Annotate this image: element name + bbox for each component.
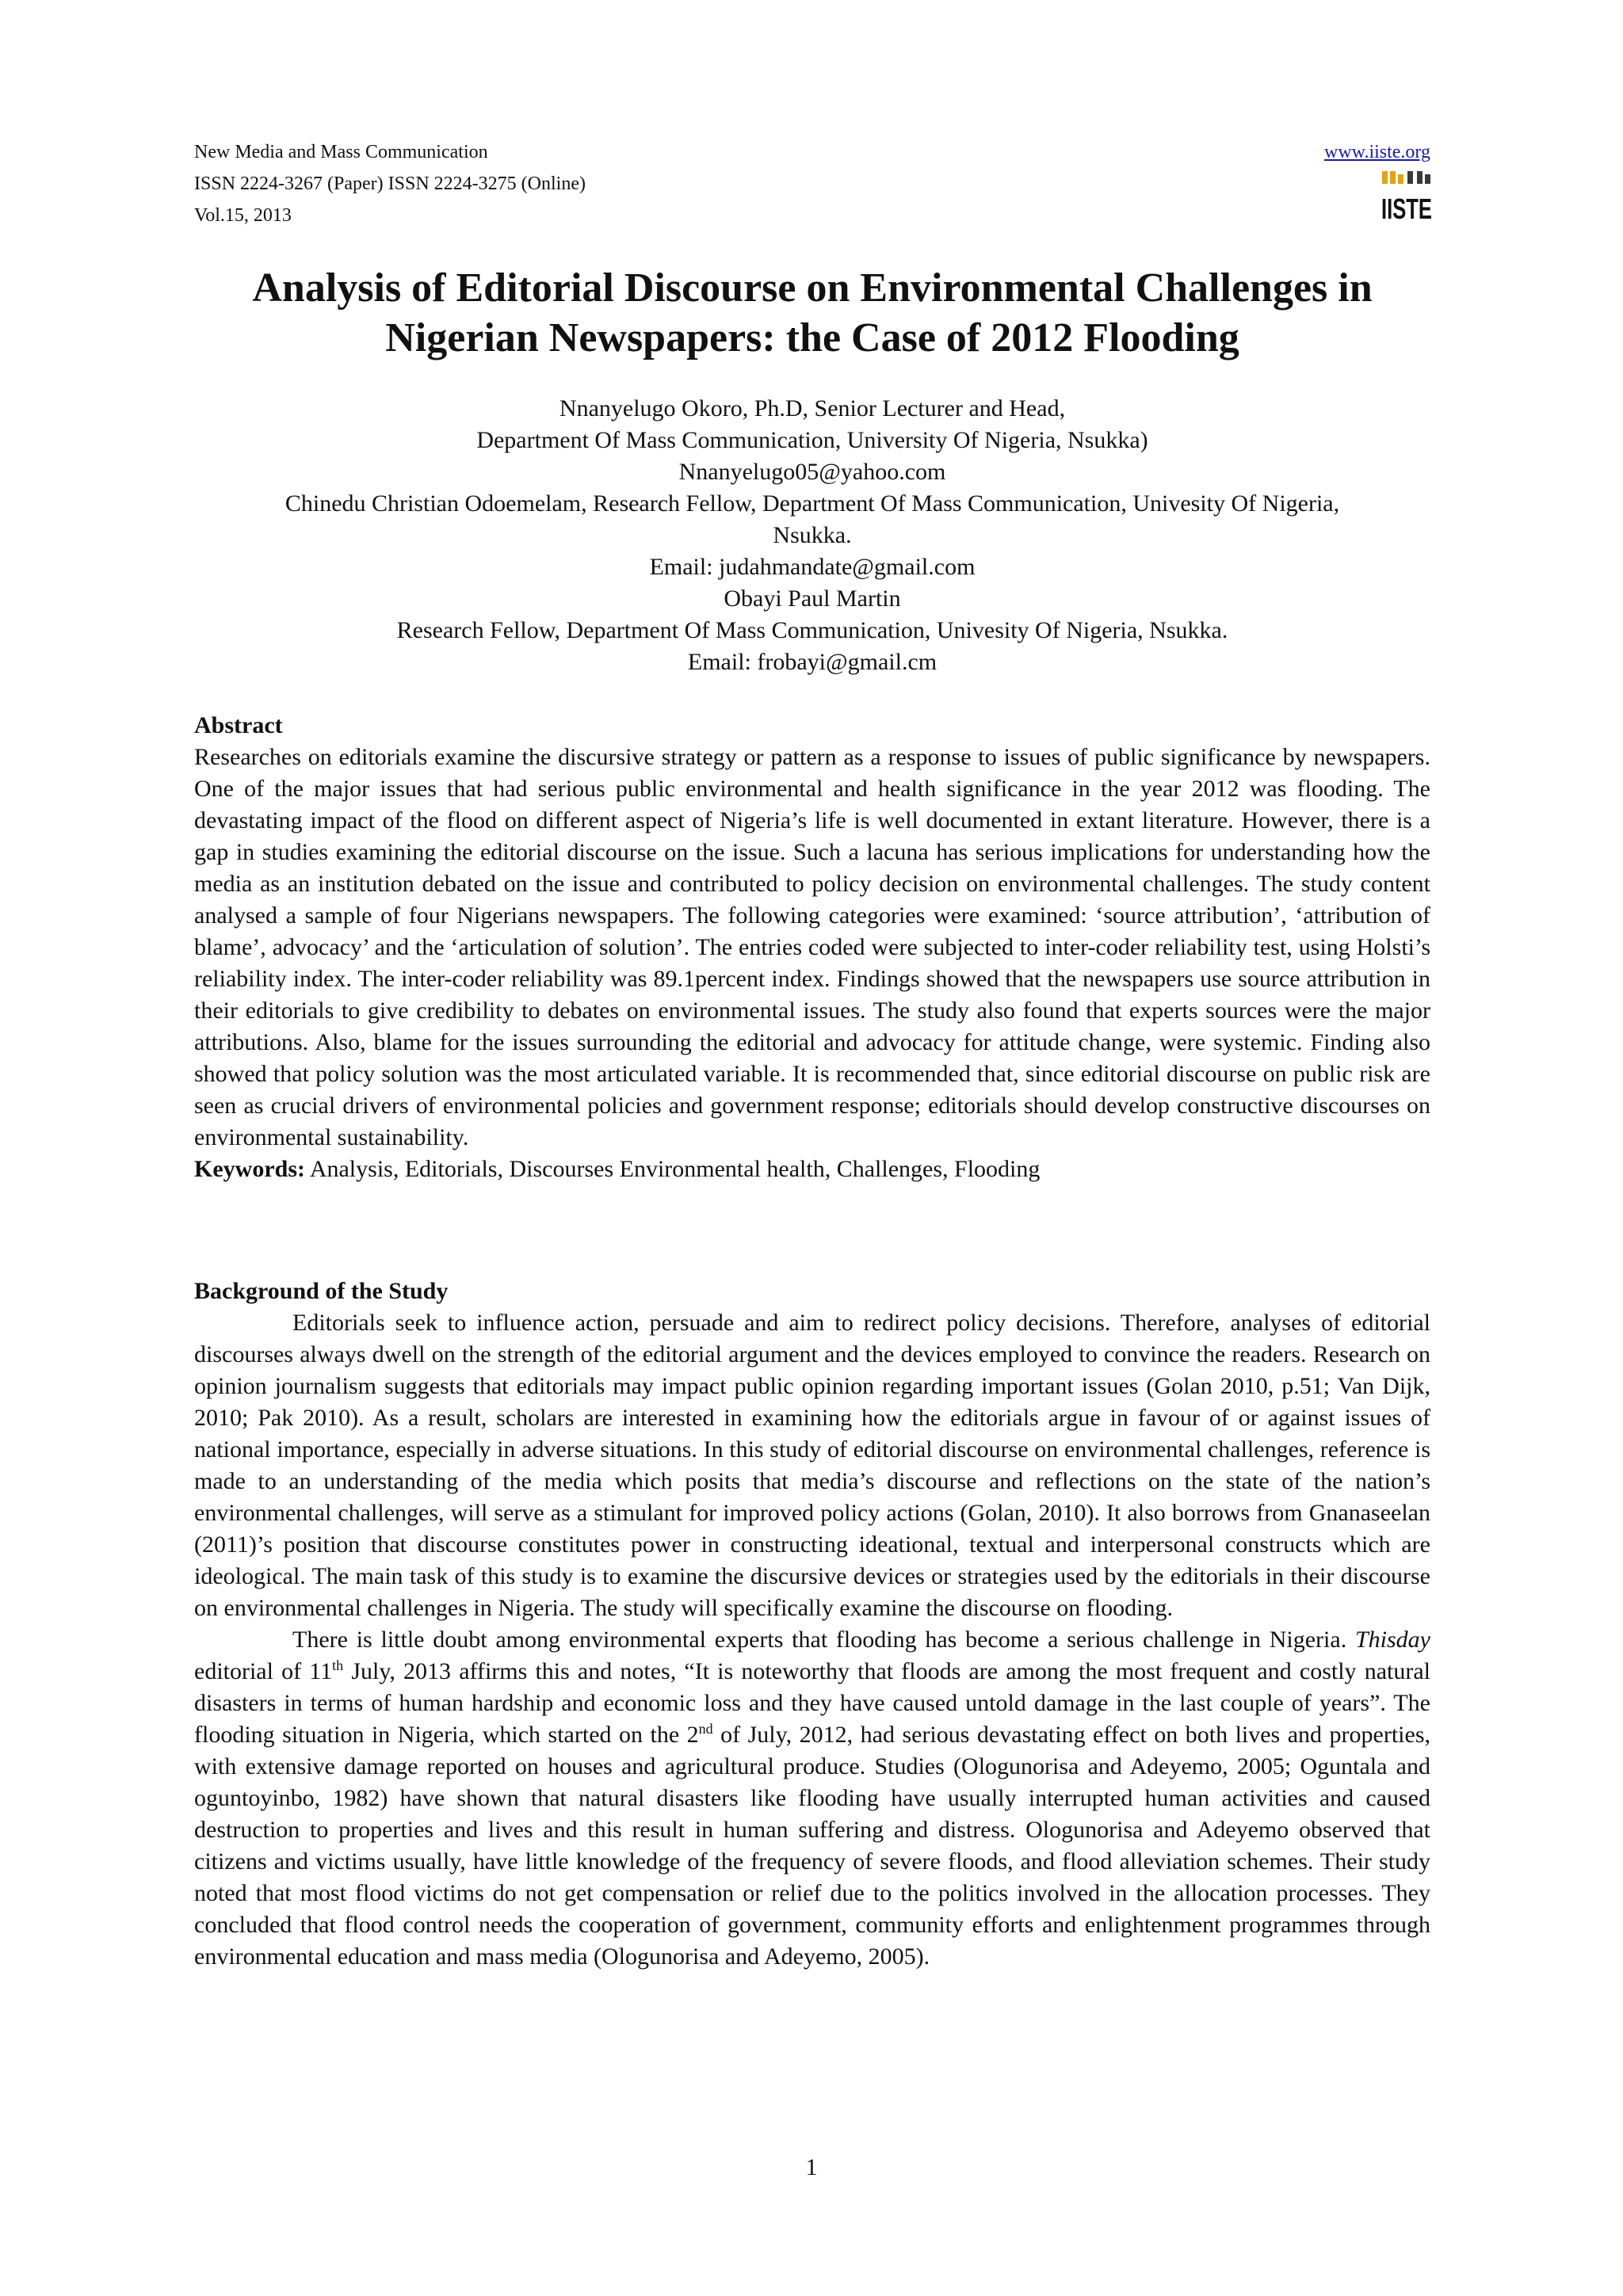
abstract-text: Researches on editorials examine the discursive strategy or pattern as a response to issues of public significance by newspapers. One of the major issues that had serious public environmental and health significance in the year 2012 was flooding. The devastating impact of the flood on different aspect of Nigeria’s life is well documented in extant literature. However, there is a gap in studies examining the editorial discourse on the issue. Such a lacuna has serious implications for understanding how the media as an institution debated on the issue and contributed to policy decision on environmental challenges. The study content analysed a sample of four Nigerians newspapers. The following categories were examined: ‘source attribution’, ‘attribution of blame’, advocacy’ and the ‘articulation of solution’. The entries coded were subjected to inter-coder reliability test, using Holsti’s reliability index. The inter-coder reliability was 89.1percent index. Findings showed that the newspapers use source attribution in their editorials to give credibility to debates on environmental issues. The study also found that experts sources were the major attributions. Also, blame for the issues surrounding the editorial and advocacy for attitude change, were systemic. Finding also showed that policy solution was the most articulated variable. It is recommended that, since editorial discourse on public risk are seen as crucial drivers of environmental policies and government response; editorials should develop constructive discourses on environmental sustainability. [194,744,1430,1150]
abstract-heading: Abstract [194,712,283,738]
title-line-1: Analysis of Editorial Discourse on Environmental Challenges in [252,265,1373,311]
background-heading: Background of the Study [194,1278,449,1304]
author-line: Chinedu Christian Odoemelam, Research Fellow, Department Of Mass Communication, Univesity Of Nigeria, [285,490,1340,517]
page-number: 1 [805,2154,818,2180]
author-block [194,393,1430,678]
paper-title [194,263,1430,363]
title-line-2: Nigerian Newspapers: the Case of 2012 Flooding [385,315,1239,360]
background-paragraph-1: Editorials seek to influence action, persuade and aim to redirect policy decisions. Therefore, analyses of editorial discourses always dwell on the strength of the editorial argument and the devices employed to convince the readers. Research on opinion journalism suggests that editorials may impact public opinion regarding important issues (Golan 2010, p.51; Van Dijk, 2010; Pak 2010). As a result, scholars are interested in examining how the editorials argue in favour of or against issues of national importance, especially in adverse situations. In this study of editorial discourse on environmental challenges, reference is made to an understanding of the media which posits that media’s discourse and reflections on the state of the nation’s environmental challenges, will serve as a stimulant for improved policy actions (Golan, 2010). It also borrows from Gnanaseelan (2011)’s position that discourse constitutes power in constructing ideational, textual and interpersonal constructs which are ideological. The main task of this study is to examine the discursive devices or strategies used by the editorials in their discourse on environmental challenges in Nigeria. The study will specifically examine the discourse on flooding. [194,1310,1430,1621]
p2-text-c: July, 2013 affirms this and notes, “It is noteworthy that floods are among the most frequent and costly natural disasters in terms of human hardship and economic loss and they have caused untold damage in the last couple of years”. The flooding situation in Nigeria, which started on the 2 [194,1658,1430,1748]
author-email: Email: frobayi@gmail.cm [687,649,938,675]
p2-text-b: editorial of 11 [194,1658,333,1684]
background-paragraph-2 [194,1624,1430,1973]
p2-text-d: of July, 2012, had serious devastating effect on both lives and properties, with extensive damage reported on houses and agricultural produce. Studies (Ologunorisa and Adeyemo, 2005; Oguntala and oguntoyinbo, 1982) have shown that natural disasters like flooding have usually interrupted human activities and caused destruction to properties and lives and this result in human suffering and distress. Ologunorisa and Adeyemo observed that citizens and victims usually, have little knowledge of the frequency of severe floods, and flood alleviation schemes. Their study noted that most flood victims do not get compensation or relief due to the politics involved in the allocation processes. They concluded that flood control needs the cooperation of government, community efforts and enlightenment programmes through environmental education and mass media (Ologunorisa and Adeyemo, 2005). [194,1722,1430,1970]
issn-line: ISSN 2224-3267 (Paper) ISSN 2224-3275 (Online) [194,174,586,194]
background-section [194,1276,1430,1973]
volume-line: Vol.15, 2013 [194,205,292,226]
superscript-nd: nd [698,1721,713,1737]
author-email: Nnanyelugo05@yahoo.com [678,459,946,485]
abstract-section [194,710,1430,1185]
keywords-line [194,1154,1430,1185]
author-line: Research Fellow, Department Of Mass Communication, Univesity Of Nigeria, Nsukka. [396,617,1228,643]
author-line: Nnanyelugo Okoro, Ph.D, Senior Lecturer and Head, [559,395,1066,421]
svg-text:IISTE: IISTE [1381,193,1432,225]
journal-name: New Media and Mass Communication [194,142,488,162]
author-email: Email: judahmandate@gmail.com [649,554,976,580]
iiste-logo [1381,170,1433,227]
website-link[interactable]: www.iiste.org [1324,142,1430,162]
keywords-text: Analysis, Editorials, Discourses Environmental health, Challenges, Flooding [304,1156,1041,1182]
p2-text-a: There is little doubt among environmental experts that flooding has become a serious challenge in Nigeria. [292,1627,1355,1653]
author-line: Obayi Paul Martin [724,585,901,612]
author-line: Department Of Mass Communication, University Of Nigeria, Nsukka) [476,427,1148,453]
author-line: Nsukka. [773,522,852,548]
keywords-label: Keywords: [194,1156,305,1182]
newspaper-name: Thisday [1354,1627,1430,1653]
superscript-th: th [332,1657,344,1673]
